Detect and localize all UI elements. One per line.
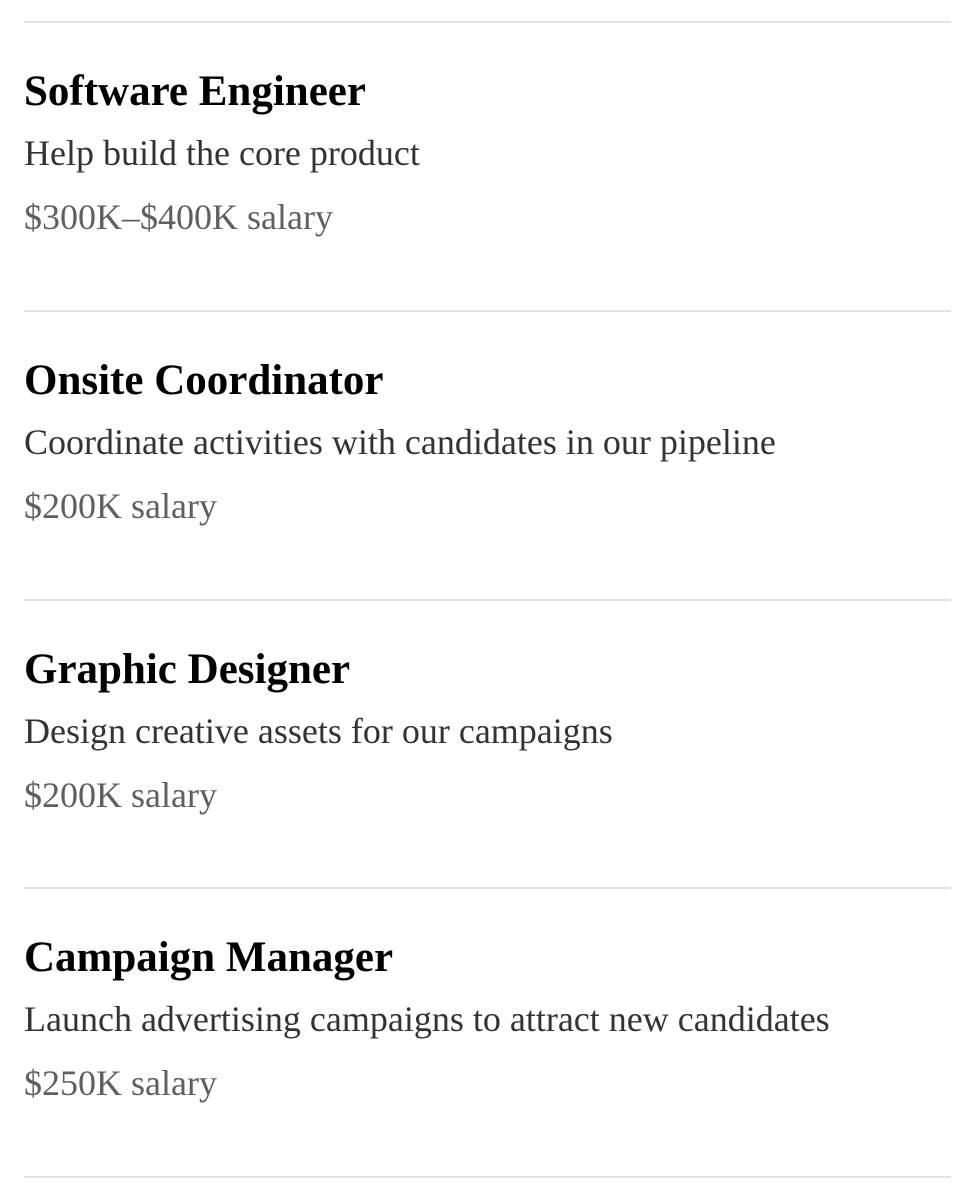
job-title[interactable]: Graphic Designer [24, 646, 351, 693]
divider [24, 1176, 951, 1178]
job-description: Design creative assets for our campaigns [24, 711, 613, 751]
job-title[interactable]: Software Engineer [24, 68, 366, 115]
divider [24, 310, 951, 312]
divider [24, 887, 951, 889]
divider [24, 599, 951, 601]
job-title[interactable]: Campaign Manager [24, 934, 394, 981]
job-listing-graphic-designer[interactable] [24, 645, 951, 845]
job-description: Coordinate activities with candidates in our pipeline [24, 422, 776, 462]
job-description: Help build the core product [24, 133, 420, 173]
job-salary: $300K–$400K salary [24, 197, 333, 237]
job-salary: $200K salary [24, 486, 217, 526]
job-listing-campaign-manager[interactable] [24, 933, 951, 1133]
divider [24, 21, 951, 23]
job-salary: $250K salary [24, 1063, 217, 1103]
job-listing-onsite-coordinator[interactable] [24, 356, 951, 556]
job-title[interactable]: Onsite Coordinator [24, 357, 384, 404]
job-listing-software-engineer[interactable] [24, 67, 951, 267]
job-salary: $200K salary [24, 775, 217, 815]
job-description: Launch advertising campaigns to attract new candidates [24, 999, 830, 1039]
